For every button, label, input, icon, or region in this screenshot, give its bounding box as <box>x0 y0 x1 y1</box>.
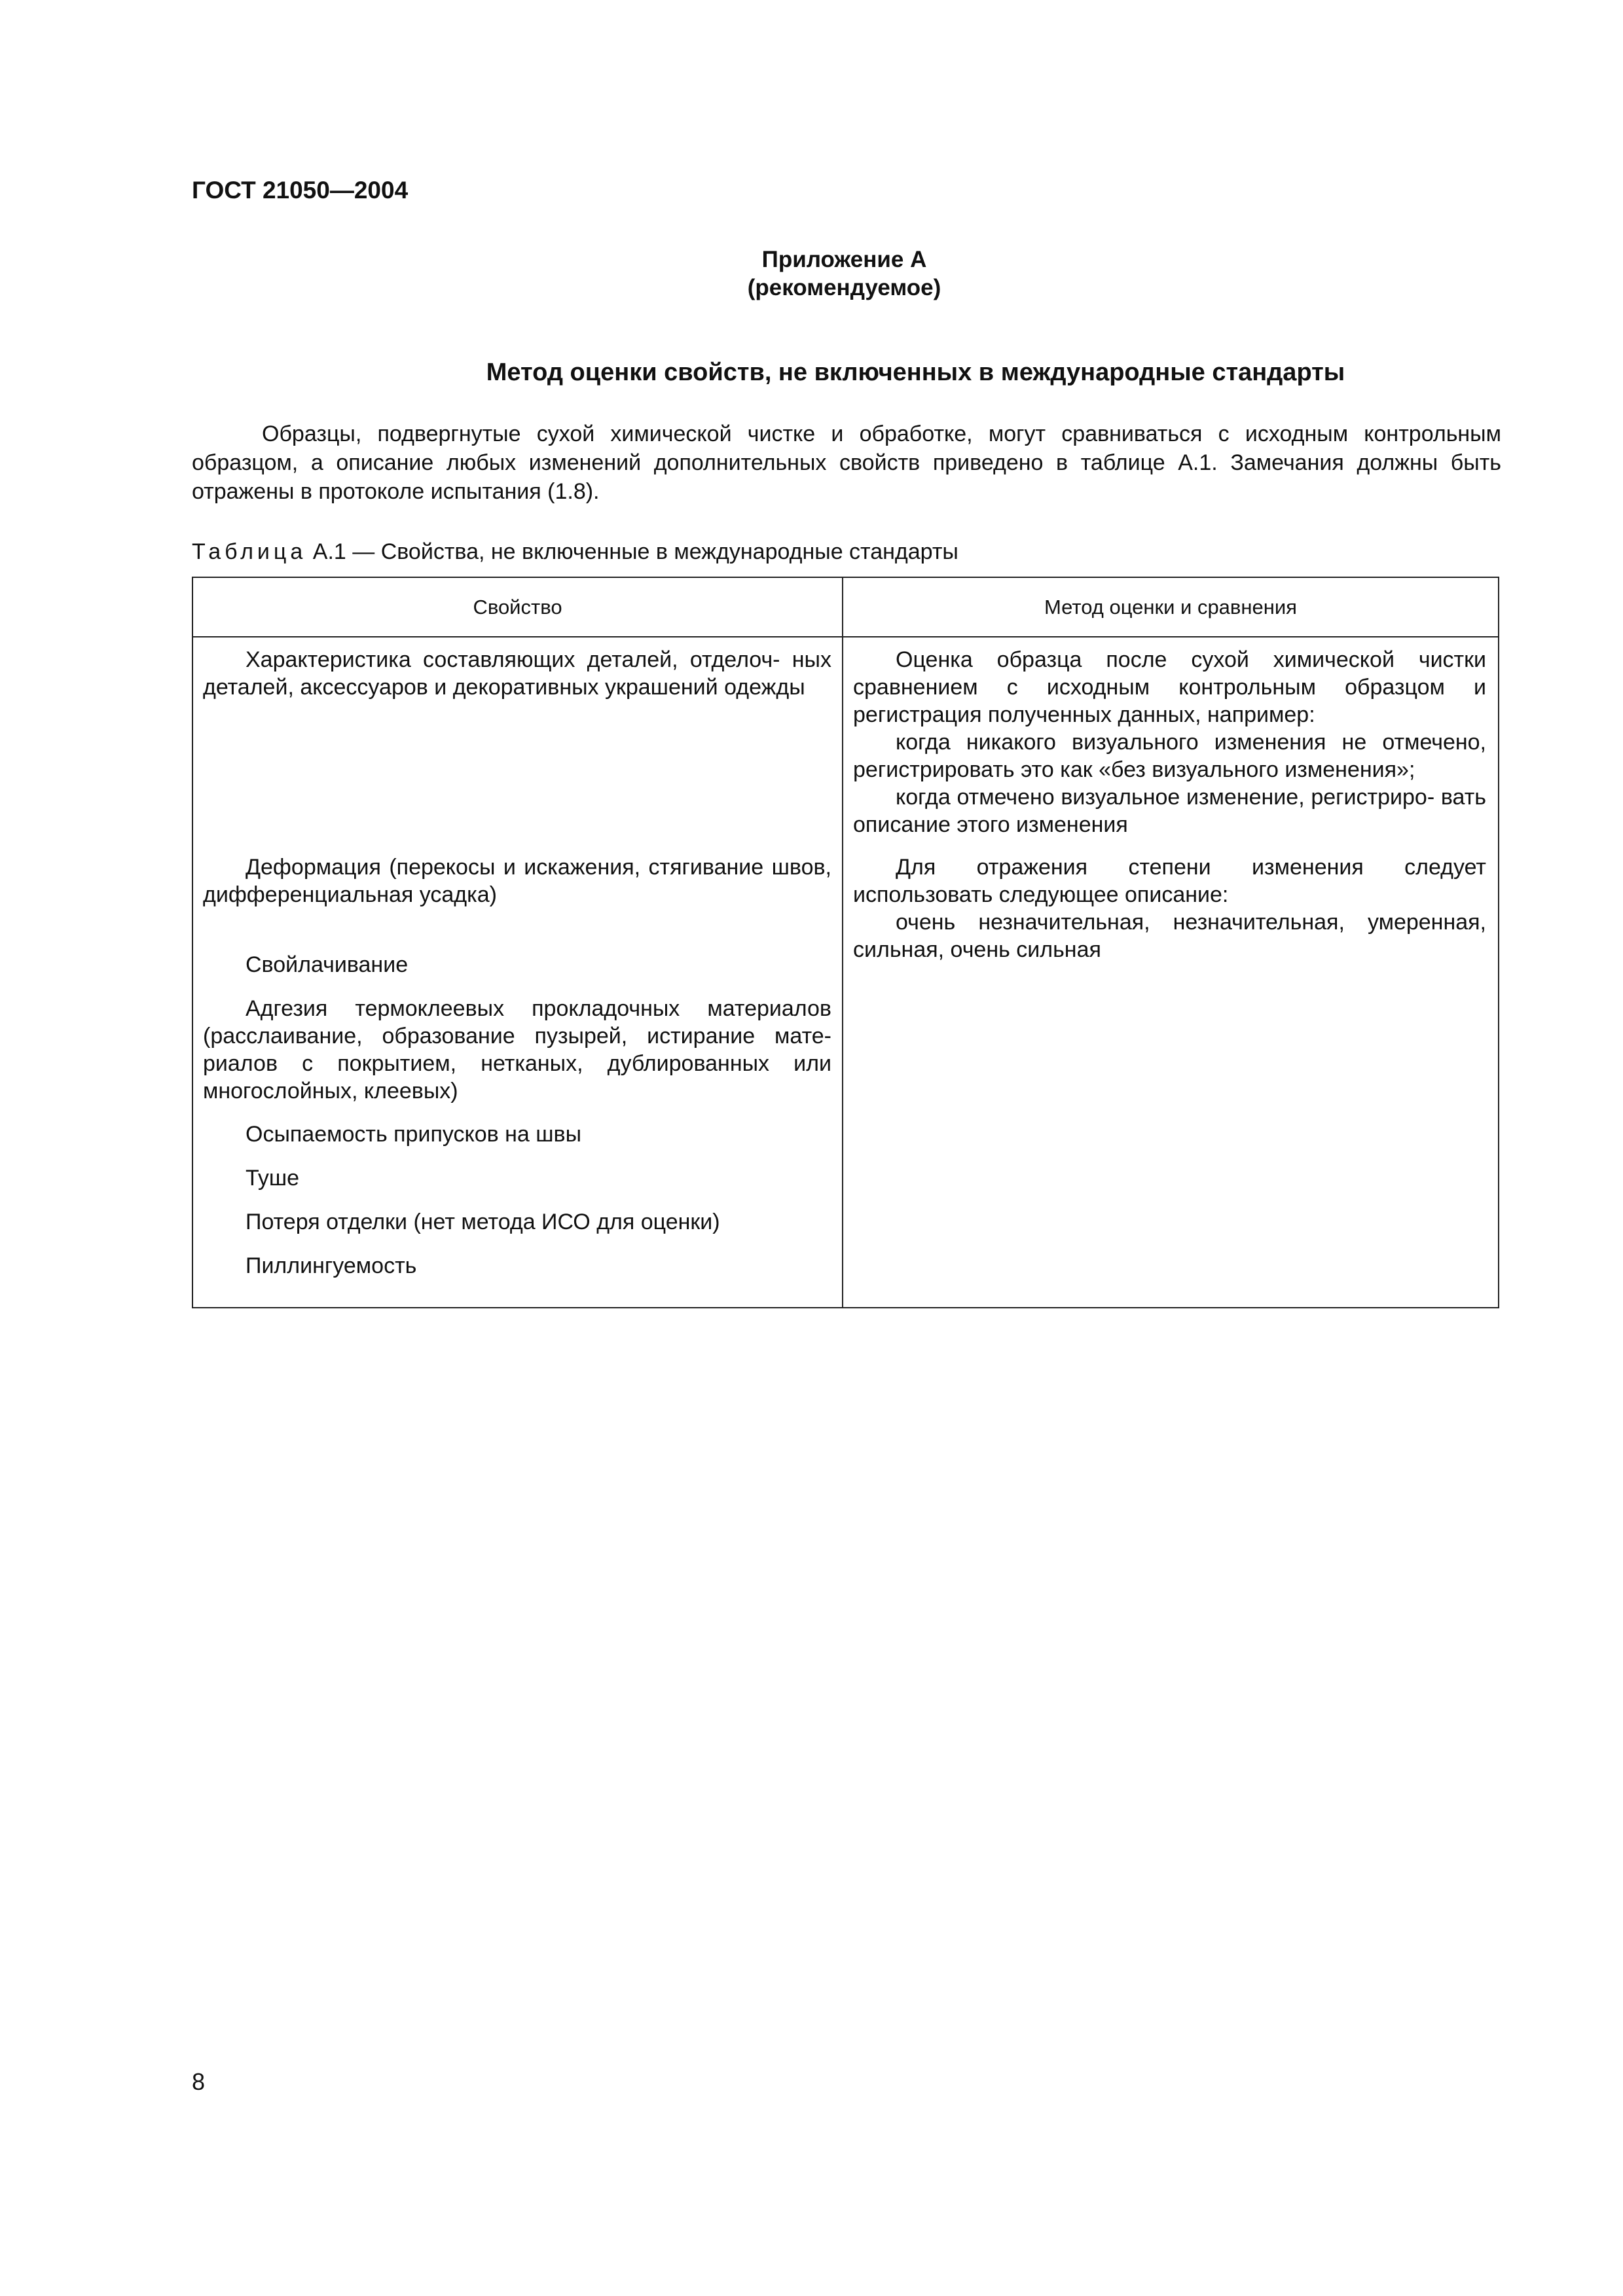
intro-line-3: отражены в протоколе испытания (1.8). <box>192 479 600 504</box>
appendix-title: Приложение А <box>761 247 927 272</box>
method-cell-degree-scale: Для отражения степени изменения следует использовать следующее описание: очень незначительная, незначительная, умеренная, сильная, очень сильная <box>853 855 1486 962</box>
column-divider <box>842 578 843 1307</box>
intro-paragraph <box>192 420 1501 506</box>
standard-code: ГОСТ 21050—2004 <box>192 177 409 204</box>
property-cell-felting: Свойлачивание <box>246 952 409 977</box>
header-divider <box>193 636 1498 637</box>
intro-line-1: Образцы, подвергнутые сухой химической чистке и обработке, могут сравниваться с исходным контрольным <box>262 422 1501 446</box>
property-cell-adhesion: Адгезия термоклеевых прокладочных материалов (расслаивание, образование пузырей, истирание мате- риалов с покрытием, нетканых, дублированных или многослойных, клеевых) <box>203 996 831 1103</box>
method-cell-visual-comparison: Оценка образца после сухой химической чистки сравнением с исходным контрольным образцом и регистрация полученных данных, например: когда никакого визуального изменения не отмечено, регистрировать это как «без визуального изменения»; когда отмечено визуальное изменение, регистриро- вать описание этого изменения <box>853 647 1486 837</box>
column-header-method: Метод оценки и сравнения <box>1044 596 1297 619</box>
intro-line-2: образцом, а описание любых изменений дополнительных свойств приведено в таблице А.1. Замечания должны быть <box>192 450 1501 475</box>
appendix-heading <box>0 245 1623 302</box>
document-title: Метод оценки свойств, не включенных в международные стандарты <box>486 359 1345 386</box>
property-cell-deformation: Деформация (перекосы и искажения, стягивание швов, дифференциальная усадка) <box>203 855 831 907</box>
column-header-property: Свойство <box>473 596 562 619</box>
properties-table <box>192 577 1499 1308</box>
table-caption-prefix: Таблица <box>192 539 307 564</box>
page-number: 8 <box>192 2068 206 2095</box>
table-caption-text: А.1 — Свойства, не включенные в международные стандарты <box>312 539 958 564</box>
property-cell-pilling: Пиллингуемость <box>246 1253 417 1278</box>
property-cell-seam-fraying: Осыпаемость припусков на швы <box>246 1122 582 1147</box>
property-cell-finish-loss: Потеря отделки (нет метода ИСО для оценки) <box>246 1210 720 1234</box>
appendix-status: (рекомендуемое) <box>747 275 941 300</box>
table-caption <box>192 539 958 565</box>
property-cell-hand: Туше <box>246 1166 300 1191</box>
property-cell-characteristics: Характеристика составляющих деталей, отделоч- ных деталей, аксессуаров и декоративных украшений одежды <box>203 647 831 700</box>
